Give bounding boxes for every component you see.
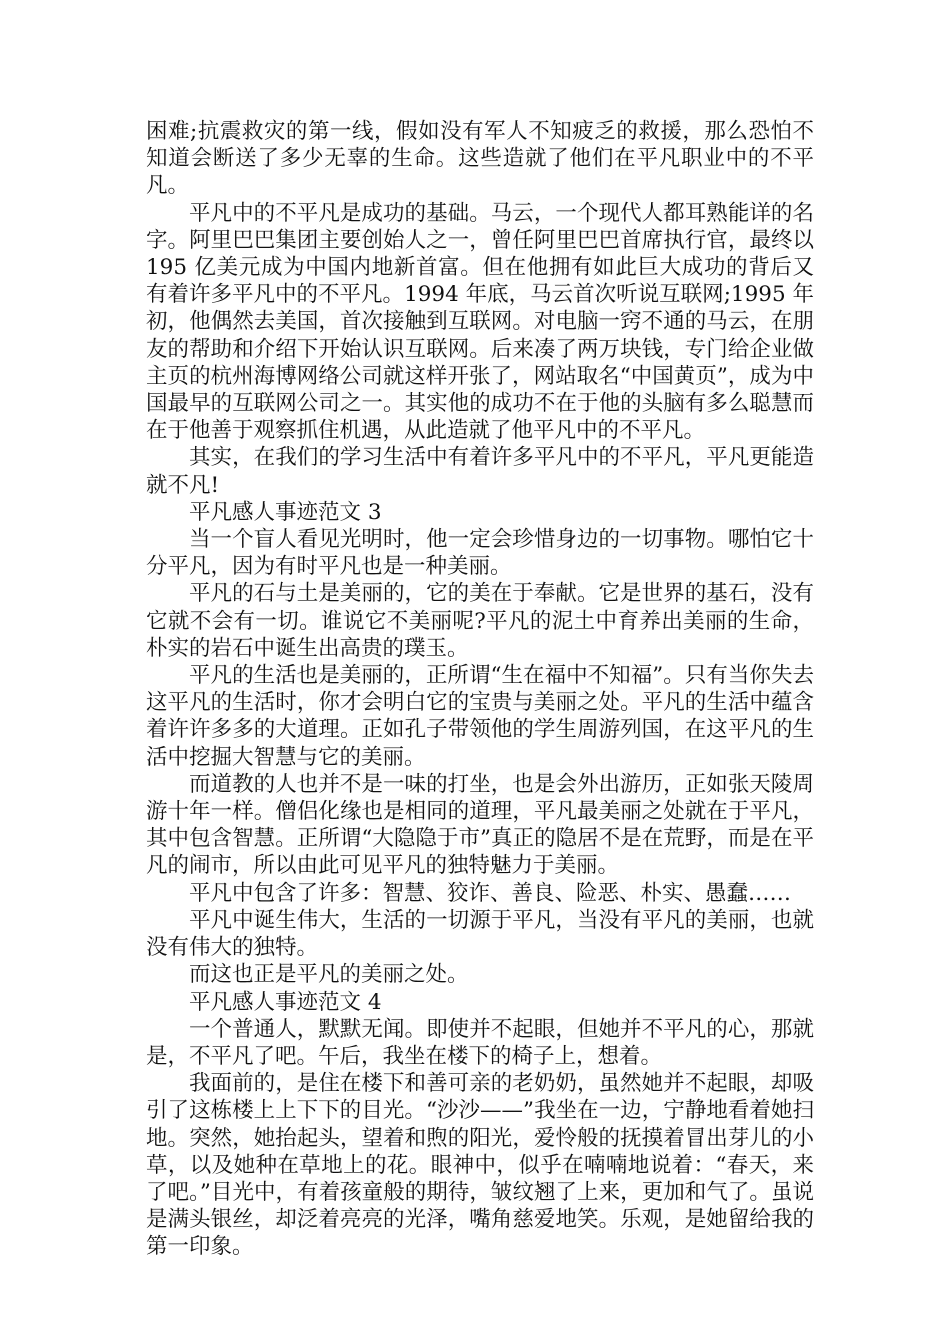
section-heading-4: 平凡感人事迹范文 4	[189, 989, 382, 1015]
document-page	[146, 118, 814, 1261]
paragraph-13: 一个普通人，默默无闻。即使并不起眼，但她并不平凡的心，那就是，不平凡了吧。午后，我坐在楼下的椅子上，想着。	[146, 1016, 814, 1069]
paragraph-1: 困难;抗震救灾的第一线，假如没有军人不知疲乏的救援，那么恐怕不知道会断送了多少无辜的生命。这些造就了他们在平凡职业中的不平凡。	[146, 119, 814, 199]
paragraph-3: 其实，在我们的学习生活中有着许多平凡中的不平凡，平凡更能造就不凡!	[146, 445, 814, 498]
paragraph-9: 平凡中包含了许多：智慧、狡诈、善良、险恶、朴实、愚蠢……	[189, 880, 792, 906]
paragraph-8: 而道教的人也并不是一味的打坐，也是会外出游历，正如张天陵周游十年一样。僧侣化缘也是相同的道理，平凡最美丽之处就在于平凡，其中包含智慧。正所谓“大隐隐于市”真正的隐居不是在荒野，而是在平凡的闹市，所以由此可见平凡的独特魅力于美丽。	[146, 771, 814, 879]
paragraph-10: 平凡中诞生伟大，生活的一切源于平凡，当没有平凡的美丽，也就没有伟大的独特。	[146, 907, 814, 961]
section-heading-3: 平凡感人事迹范文 3	[189, 499, 382, 525]
paragraph-2: 平凡中的不平凡是成功的基础。马云，一个现代人都耳熟能详的名字。阿里巴巴集团主要创始人之一，曾任阿里巴巴首席执行官，最终以 195 亿美元成为中国内地新首富。但在他拥有如此巨大成功的背后又有着许多平凡中的不平凡。1994 年底，马云首次听说互联网;1995 年初，他偶然去美国，首次接触到互联网。对电脑一窍不通的马云，在朋友的帮助和介绍下开始认识互联网。后来凑了两万块钱，专门给企业做主页的杭州海博网络公司就这样开张了，网站取名“中国黄页”，成为中国最早的互联网公司之一。其实他的成功不在于他的头脑有多么聪慧而在于他善于观察抓住机遇，从此造就了他平凡中的不平凡。	[146, 200, 814, 444]
paragraph-14: 我面前的，是住在楼下和善可亲的老奶奶，虽然她并不起眼，却吸引了这栋楼上上下下的目光。“沙沙——”我坐在一边，宁静地看着她扫地。突然，她抬起头，望着和煦的阳光，爱怜般的抚摸着冒出芽儿的小草，以及她种在草地上的花。眼神中，似乎在喃喃地说着：“春天，来了吧。”目光中，有着孩童般的期待，皱纹翘了上来，更加和气了。虽说是满头银丝，却泛着亮亮的光泽，嘴角慈爱地笑。乐观，是她留给我的第一印象。	[146, 1071, 814, 1260]
paragraph-5: 当一个盲人看见光明时，他一定会珍惜身边的一切事物。哪怕它十分平凡，因为有时平凡也是一种美丽。	[146, 527, 814, 580]
paragraph-11: 而这也正是平凡的美丽之处。	[189, 962, 469, 988]
paragraph-6: 平凡的石与土是美丽的，它的美在于奉献。它是世界的基石，没有它就不会有一切。谁说它不美丽呢?平凡的泥土中育养出美丽的生命，朴实的岩石中诞生出高贵的璞玉。	[146, 581, 814, 661]
paragraph-7: 平凡的生活也是美丽的，正所谓“生在福中不知福”。只有当你失去这平凡的生活时，你才会明白它的宝贵与美丽之处。平凡的生活中蕴含着许许多多的大道理。正如孔子带领他的学生周游列国，在这平凡的生活中挖掘大智慧与它的美丽。	[146, 663, 814, 770]
